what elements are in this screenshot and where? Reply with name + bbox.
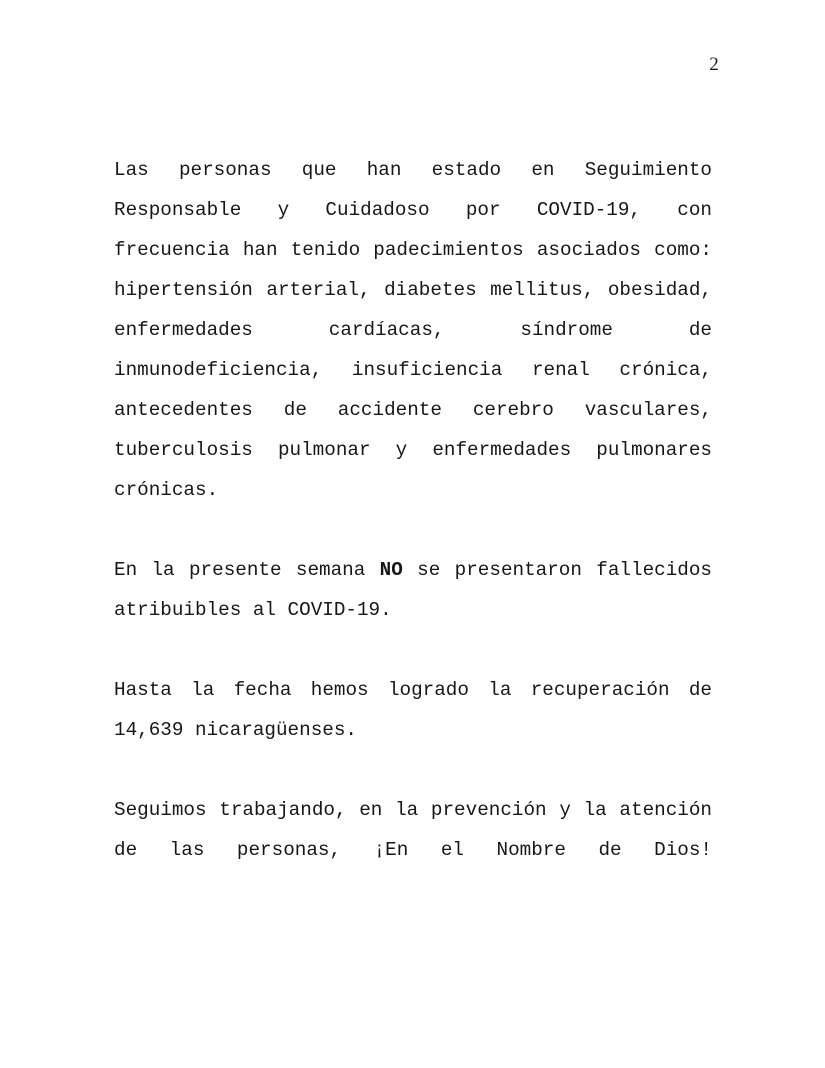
body-text: Las personas que han estado en Seguimiento Responsable y Cuidadoso por COVID-19, con frecuencia han tenido padecimientos asociados como: hipertensión arterial, diabetes mellitus, obesidad, enfermedades cardíacas, síndrome de inmunodeficiencia, insuficiencia renal crónica, antecedentes de accidente cerebro vasculares, tuberculosis pulmonar y enfermedades pulmonares crónicas.	[114, 159, 712, 501]
emphasis-text: NO	[379, 559, 403, 581]
body-text: Hasta la fecha hemos logrado la recuperación de 14,639 nicaragüenses.	[114, 679, 712, 741]
body-text: En la presente semana	[114, 559, 380, 581]
paragraph-fallecidos	[114, 550, 712, 630]
body-text: se presentaron fallecidos atribuibles al COVID-19.	[114, 559, 712, 621]
page-number: 2	[709, 54, 719, 75]
document-body	[114, 150, 712, 910]
paragraph-cierre	[114, 790, 712, 910]
body-text: Seguimos trabajando, en la prevención y la atención de las personas, ¡En el Nombre de Dios!	[114, 799, 712, 861]
paragraph-recuperados	[114, 670, 712, 750]
paragraph-condiciones-asociadas	[114, 150, 712, 510]
